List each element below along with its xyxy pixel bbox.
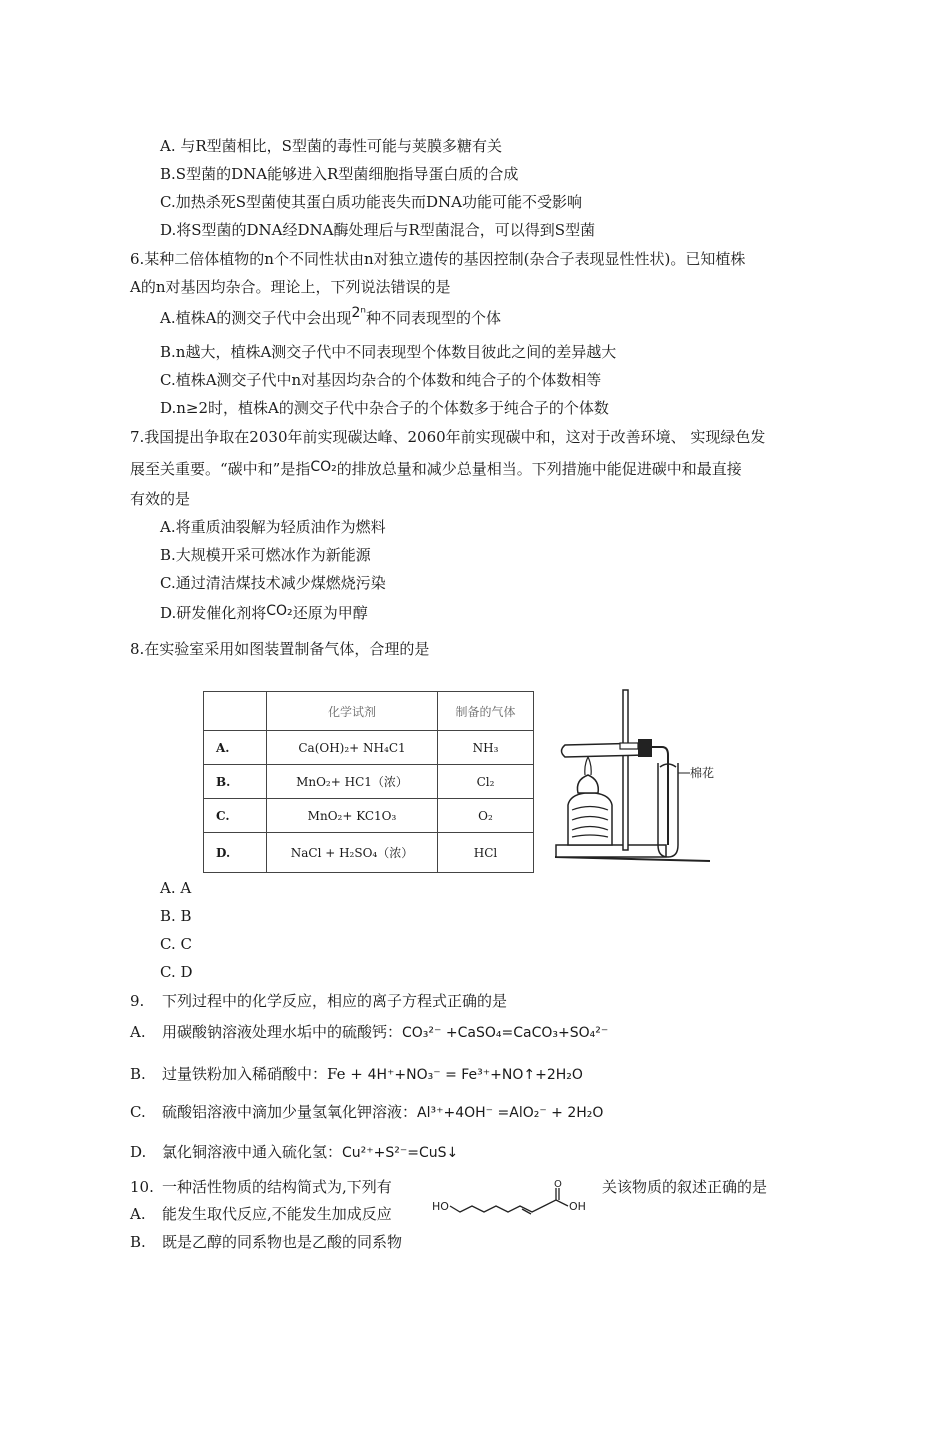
q10-option-a: 能发生取代反应,不能发生加成反应 <box>162 1205 392 1223</box>
q5-option-b: B.S型菌的DNA能够进入R型菌细胞指导蛋白质的合成 <box>160 165 519 183</box>
q9-option-b <box>162 1064 583 1085</box>
q10-number: 10. <box>130 1178 154 1196</box>
q7-option-c: C.通过清洁煤技术减少煤燃烧污染 <box>160 574 386 592</box>
q7-stem-line2 <box>130 459 742 480</box>
q8-option-b: B. B <box>160 907 192 925</box>
q7-option-d-pre: D.研发催化剂将 <box>160 604 267 622</box>
q9-option-b-text: 过量铁粉加入稀硝酸中：Fe + <box>162 1065 363 1083</box>
q9-option-c-text: 硫酸铝溶液中滴加少量氢氧化钾溶液： <box>162 1103 418 1121</box>
table-row-label: B. <box>204 765 267 799</box>
q9-option-a-equation: CO₃²⁻ +CaSO₄=CaCO₃+SO₄²⁻ <box>402 1025 609 1041</box>
q6-option-d: D.n≥2时，植株A的测交子代中杂合子的个体数多于纯合子的个体数 <box>160 399 609 417</box>
q8-option-d: C. D <box>160 963 193 981</box>
q6-option-a-power: 2ⁿ <box>351 305 366 321</box>
q10-stem-post: 关该物质的叙述正确的是 <box>602 1178 768 1196</box>
q6-option-c: C.植株A测交子代中n对基因均杂合的个体数和纯合子的个体数相等 <box>160 371 602 389</box>
table-cell-reagent: Ca(OH)₂+ NH₄C1 <box>267 731 438 765</box>
q7-stem-line2-pre: 展至关重要。“碳中和”是指 <box>130 460 311 478</box>
q7-option-a: A.将重质油裂解为轻质油作为燃料 <box>160 518 386 536</box>
table-row-label: C. <box>204 799 267 833</box>
q9-c-label: C. <box>130 1103 146 1121</box>
q6-stem-line2: A的n对基因均杂合。理论上，下列说法错误的是 <box>130 278 451 296</box>
struct-carbonyl-o-label: O <box>554 1179 562 1190</box>
q8-stem: 8.在实验室采用如图装置制备气体，合理的是 <box>130 640 430 658</box>
q9-option-d <box>162 1142 458 1163</box>
q5-option-d: D.将S型菌的DNA经DNA酶处理后与R型菌混合，可以得到S型菌 <box>160 221 596 239</box>
table-row-label: D. <box>204 833 267 873</box>
table-cell-gas: Cl₂ <box>438 765 534 799</box>
q7-stem-line1: 7.我国提出争取在2030年前实现碳达峰、2060年前实现碳中和，这对于改善环境、 实现绿色发 <box>130 428 766 446</box>
q9-stem: 下列过程中的化学反应，相应的离子方程式正确的是 <box>162 992 508 1010</box>
table-header-gas: 制备的气体 <box>438 692 534 731</box>
q6-option-a-post: 种不同表现型的个体 <box>365 309 501 327</box>
q8-option-a: A. A <box>160 879 192 897</box>
q9-number: 9. <box>130 992 145 1010</box>
q7-option-d <box>160 603 368 624</box>
q9-option-b-equation: 4H⁺+NO₃⁻ = Fe³⁺+NO↑+2H₂O <box>367 1067 583 1083</box>
q7-co2: CO₂ <box>310 459 337 475</box>
q9-option-a-text: 用碳酸钠溶液处理水垢中的硫酸钙： <box>162 1023 403 1041</box>
q7-stem-line2-post: 的排放总量和减少总量相当。下列措施中能促进碳中和最直接 <box>336 460 742 478</box>
q10-b-label: B. <box>130 1233 146 1251</box>
cotton-label: 棉花 <box>690 766 715 780</box>
gas-generation-apparatus-figure <box>550 685 715 867</box>
structural-formula-figure <box>430 1178 590 1218</box>
q8-reagent-table <box>203 691 534 873</box>
q7-option-d-co2: CO₂ <box>266 603 293 619</box>
table-cell-reagent: MnO₂+ HC1（浓） <box>267 765 438 799</box>
q9-option-c-equation: Al³⁺+4OH⁻ =AlO₂⁻ + 2H₂O <box>417 1105 604 1121</box>
q6-stem-line1: 6.某种二倍体植物的n个不同性状由n对独立遗传的基因控制(杂合子表现显性性状)。已知植株 <box>130 250 746 268</box>
struct-oh-label: OH <box>569 1200 586 1213</box>
table-row-label: A. <box>204 731 267 765</box>
q10-option-b: 既是乙醇的同系物也是乙酸的同系物 <box>162 1233 403 1251</box>
table-cell-reagent: NaCl + H₂SO₄（浓） <box>267 833 438 873</box>
q6-option-a-pre: A.植株A的测交子代中会出现 <box>160 309 352 327</box>
q6-option-b: B.n越大，植株A测交子代中不同表现型个体数目彼此之间的差异越大 <box>160 343 617 361</box>
q9-option-c <box>162 1102 603 1123</box>
q6-option-a <box>160 305 501 329</box>
q5-option-c: C.加热杀死S型菌使其蛋白质功能丧失而DNA功能可能不受影响 <box>160 193 582 211</box>
q9-d-label: D. <box>130 1143 147 1161</box>
q8-option-c: C. C <box>160 935 192 953</box>
q10-stem-pre: 一种活性物质的结构简式为,下列有 <box>162 1178 392 1196</box>
q9-a-label: A. <box>130 1023 146 1041</box>
q7-option-b: B.大规模开采可燃冰作为新能源 <box>160 546 371 564</box>
q9-b-label: B. <box>130 1065 146 1083</box>
q7-stem-line3: 有效的是 <box>130 490 191 508</box>
table-cell-gas: NH₃ <box>438 731 534 765</box>
q9-option-a <box>162 1022 608 1043</box>
table-header-empty <box>204 692 267 731</box>
q9-option-d-text: 氯化铜溶液中通入硫化氢： <box>162 1143 343 1161</box>
struct-ho-label: HO <box>432 1200 449 1213</box>
q10-a-label: A. <box>130 1205 146 1223</box>
q9-option-d-equation: Cu²⁺+S²⁻=CuS↓ <box>342 1145 459 1161</box>
table-cell-gas: HCl <box>438 833 534 873</box>
table-header-reagent: 化学试剂 <box>267 692 438 731</box>
table-cell-gas: O₂ <box>438 799 534 833</box>
q7-option-d-post: 还原为甲醇 <box>292 604 368 622</box>
table-cell-reagent: MnO₂+ KC1O₃ <box>267 799 438 833</box>
q5-option-a: A. 与R型菌相比，S型菌的毒性可能与荚膜多糖有关 <box>160 137 502 155</box>
